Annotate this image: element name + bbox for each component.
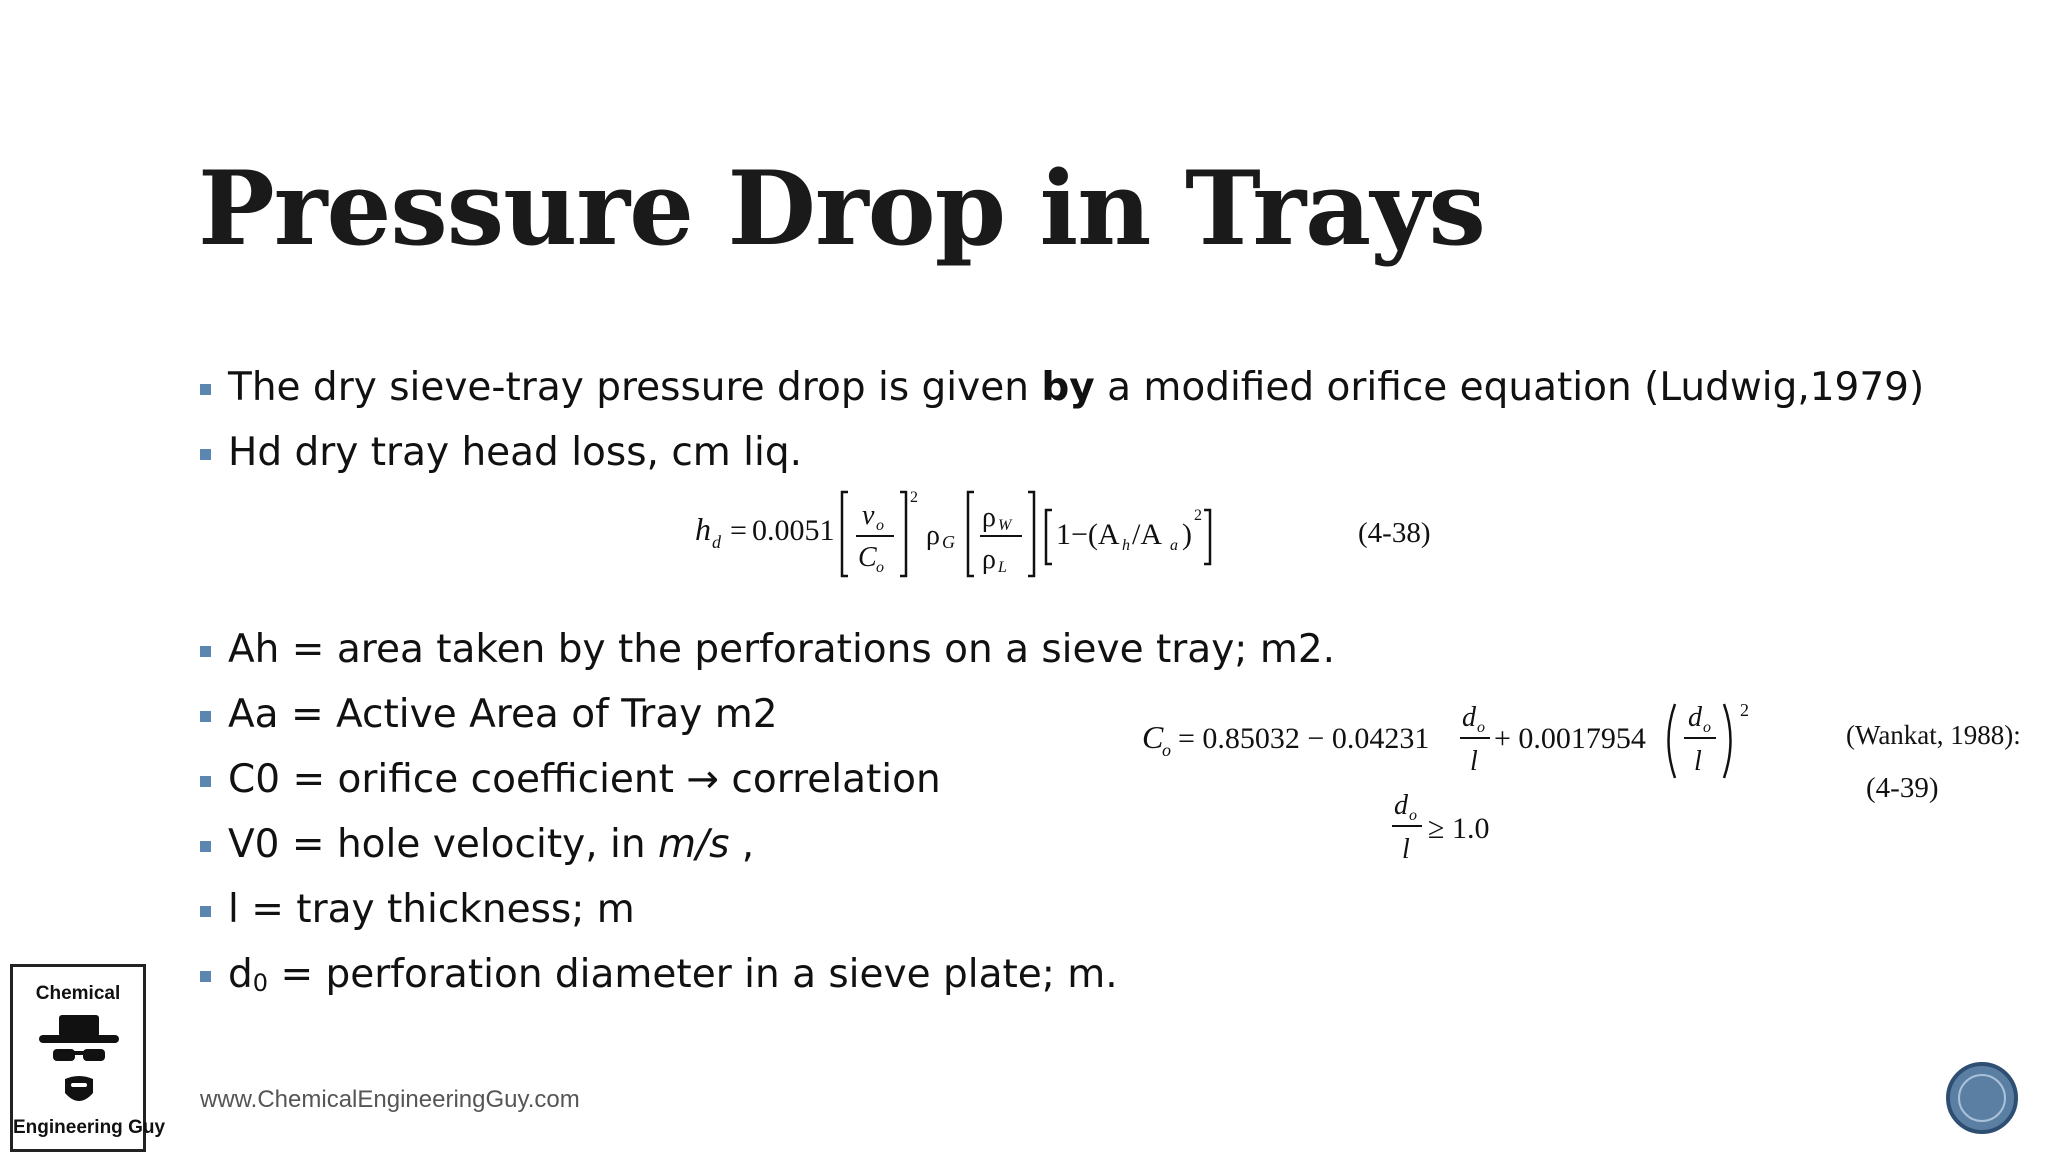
eq-equals: =	[730, 514, 747, 547]
bullet-marker	[200, 971, 211, 982]
left-bracket	[842, 492, 848, 576]
bullet-marker	[200, 841, 211, 852]
eq-power: 2	[1194, 507, 1202, 524]
eq-term: = 0.85032 − 0.04231	[1178, 722, 1430, 755]
eq-power: 2	[910, 489, 918, 506]
eq-ah-sub: h	[1122, 537, 1130, 554]
nav-button-ring-icon	[1958, 1074, 2006, 1122]
bullet-text: = perforation diameter in a sieve plate; m.	[268, 952, 1118, 997]
right-bracket	[1204, 510, 1210, 564]
eq-co-sub: o	[876, 559, 884, 576]
bullet-text: Aa = Active Area of Tray m2	[228, 692, 778, 737]
eq-term: /A	[1132, 518, 1162, 551]
eq-l: l	[1470, 746, 1478, 777]
eq-co: C	[1142, 719, 1164, 755]
bullet-text: V0 = hole velocity, in	[228, 822, 658, 867]
eq-hd-sub: d	[712, 532, 721, 552]
bullet-marker	[200, 776, 211, 787]
right-bracket	[1028, 492, 1034, 576]
footer-url[interactable]: www.ChemicalEngineeringGuy.com	[200, 1086, 580, 1113]
eq-condition: ≥ 1.0	[1428, 812, 1490, 845]
equation-label-4-38: (4-38)	[1358, 517, 1431, 549]
eq-rho-sub: L	[998, 559, 1007, 576]
eq-l: l	[1402, 834, 1410, 865]
slide-nav-button[interactable]	[1946, 1062, 2018, 1134]
logo-text-bottom: Engineering Guy	[13, 1117, 166, 1138]
eq-coef: 0.0051	[752, 514, 835, 547]
equation-4-38	[690, 480, 1250, 590]
bullet-text: C0 = orifice coefficient	[228, 757, 687, 802]
eq-vo-sub: o	[876, 517, 884, 534]
eq-do-sub: o	[1477, 719, 1485, 736]
bullet-marker	[200, 449, 211, 460]
bullet-marker	[200, 384, 211, 395]
eq-l: l	[1694, 746, 1702, 777]
arrow-right-icon: →	[686, 757, 720, 802]
eq-do: d	[1462, 702, 1476, 733]
eq-vo: v	[862, 500, 875, 531]
eq-rho: ρ	[982, 544, 996, 575]
eq-co: C	[858, 542, 877, 573]
eq-aa-sub: a	[1170, 537, 1178, 554]
bullet-italic-text: m/s	[657, 822, 730, 867]
eq-power: 2	[1740, 700, 1749, 720]
bullet-text: correlation	[719, 757, 941, 802]
bullet-marker	[200, 906, 211, 917]
eq-do: d	[1394, 790, 1408, 821]
eq-rho-sub: W	[998, 517, 1012, 534]
bullet-marker	[200, 711, 211, 722]
eq-term: 1−(A	[1056, 518, 1120, 551]
eq-do-sub: o	[1409, 807, 1417, 824]
slide-title: Pressure Drop in Trays	[198, 149, 1485, 269]
hat-man-icon	[31, 1013, 127, 1113]
bullet-bold-text: by	[1041, 365, 1095, 410]
eq-hd: h	[695, 511, 711, 547]
left-bracket	[968, 492, 974, 576]
left-bracket	[1046, 510, 1052, 564]
logo-text-top: Chemical	[35, 983, 121, 1004]
bullet-text: Hd dry tray head loss, cm liq.	[228, 430, 802, 475]
equation-label-4-39: (4-39)	[1866, 772, 1939, 804]
logo	[10, 964, 166, 1152]
bullet-text: d	[228, 952, 253, 997]
eq-do-sub: o	[1703, 719, 1711, 736]
eq-rho: ρ	[926, 520, 940, 551]
eq-rho-sub: G	[942, 532, 955, 552]
bullet-text: The dry sieve-tray pressure drop is given	[228, 365, 1042, 410]
bullet-text: Ah = area taken by the perforations on a sieve tray; m2.	[228, 627, 1336, 672]
bullet-text: ,	[729, 822, 755, 867]
eq-co-sub: o	[1162, 740, 1171, 760]
right-bracket	[900, 492, 906, 576]
bullet-subscript: 0	[252, 969, 269, 997]
equation-4-39	[1140, 696, 1760, 886]
left-paren	[1669, 704, 1676, 778]
eq-term: + 0.0017954	[1494, 722, 1646, 755]
eq-do: d	[1688, 702, 1702, 733]
equation-source: (Wankat, 1988):	[1846, 720, 2021, 750]
right-paren	[1724, 704, 1731, 778]
bullet-text: a modified orifice equation (Ludwig,1979)	[1094, 365, 1925, 410]
bullet-text: l = tray thickness; m	[228, 887, 635, 932]
bullet-marker	[200, 646, 211, 657]
eq-term: )	[1182, 518, 1192, 551]
eq-rho: ρ	[982, 502, 996, 533]
